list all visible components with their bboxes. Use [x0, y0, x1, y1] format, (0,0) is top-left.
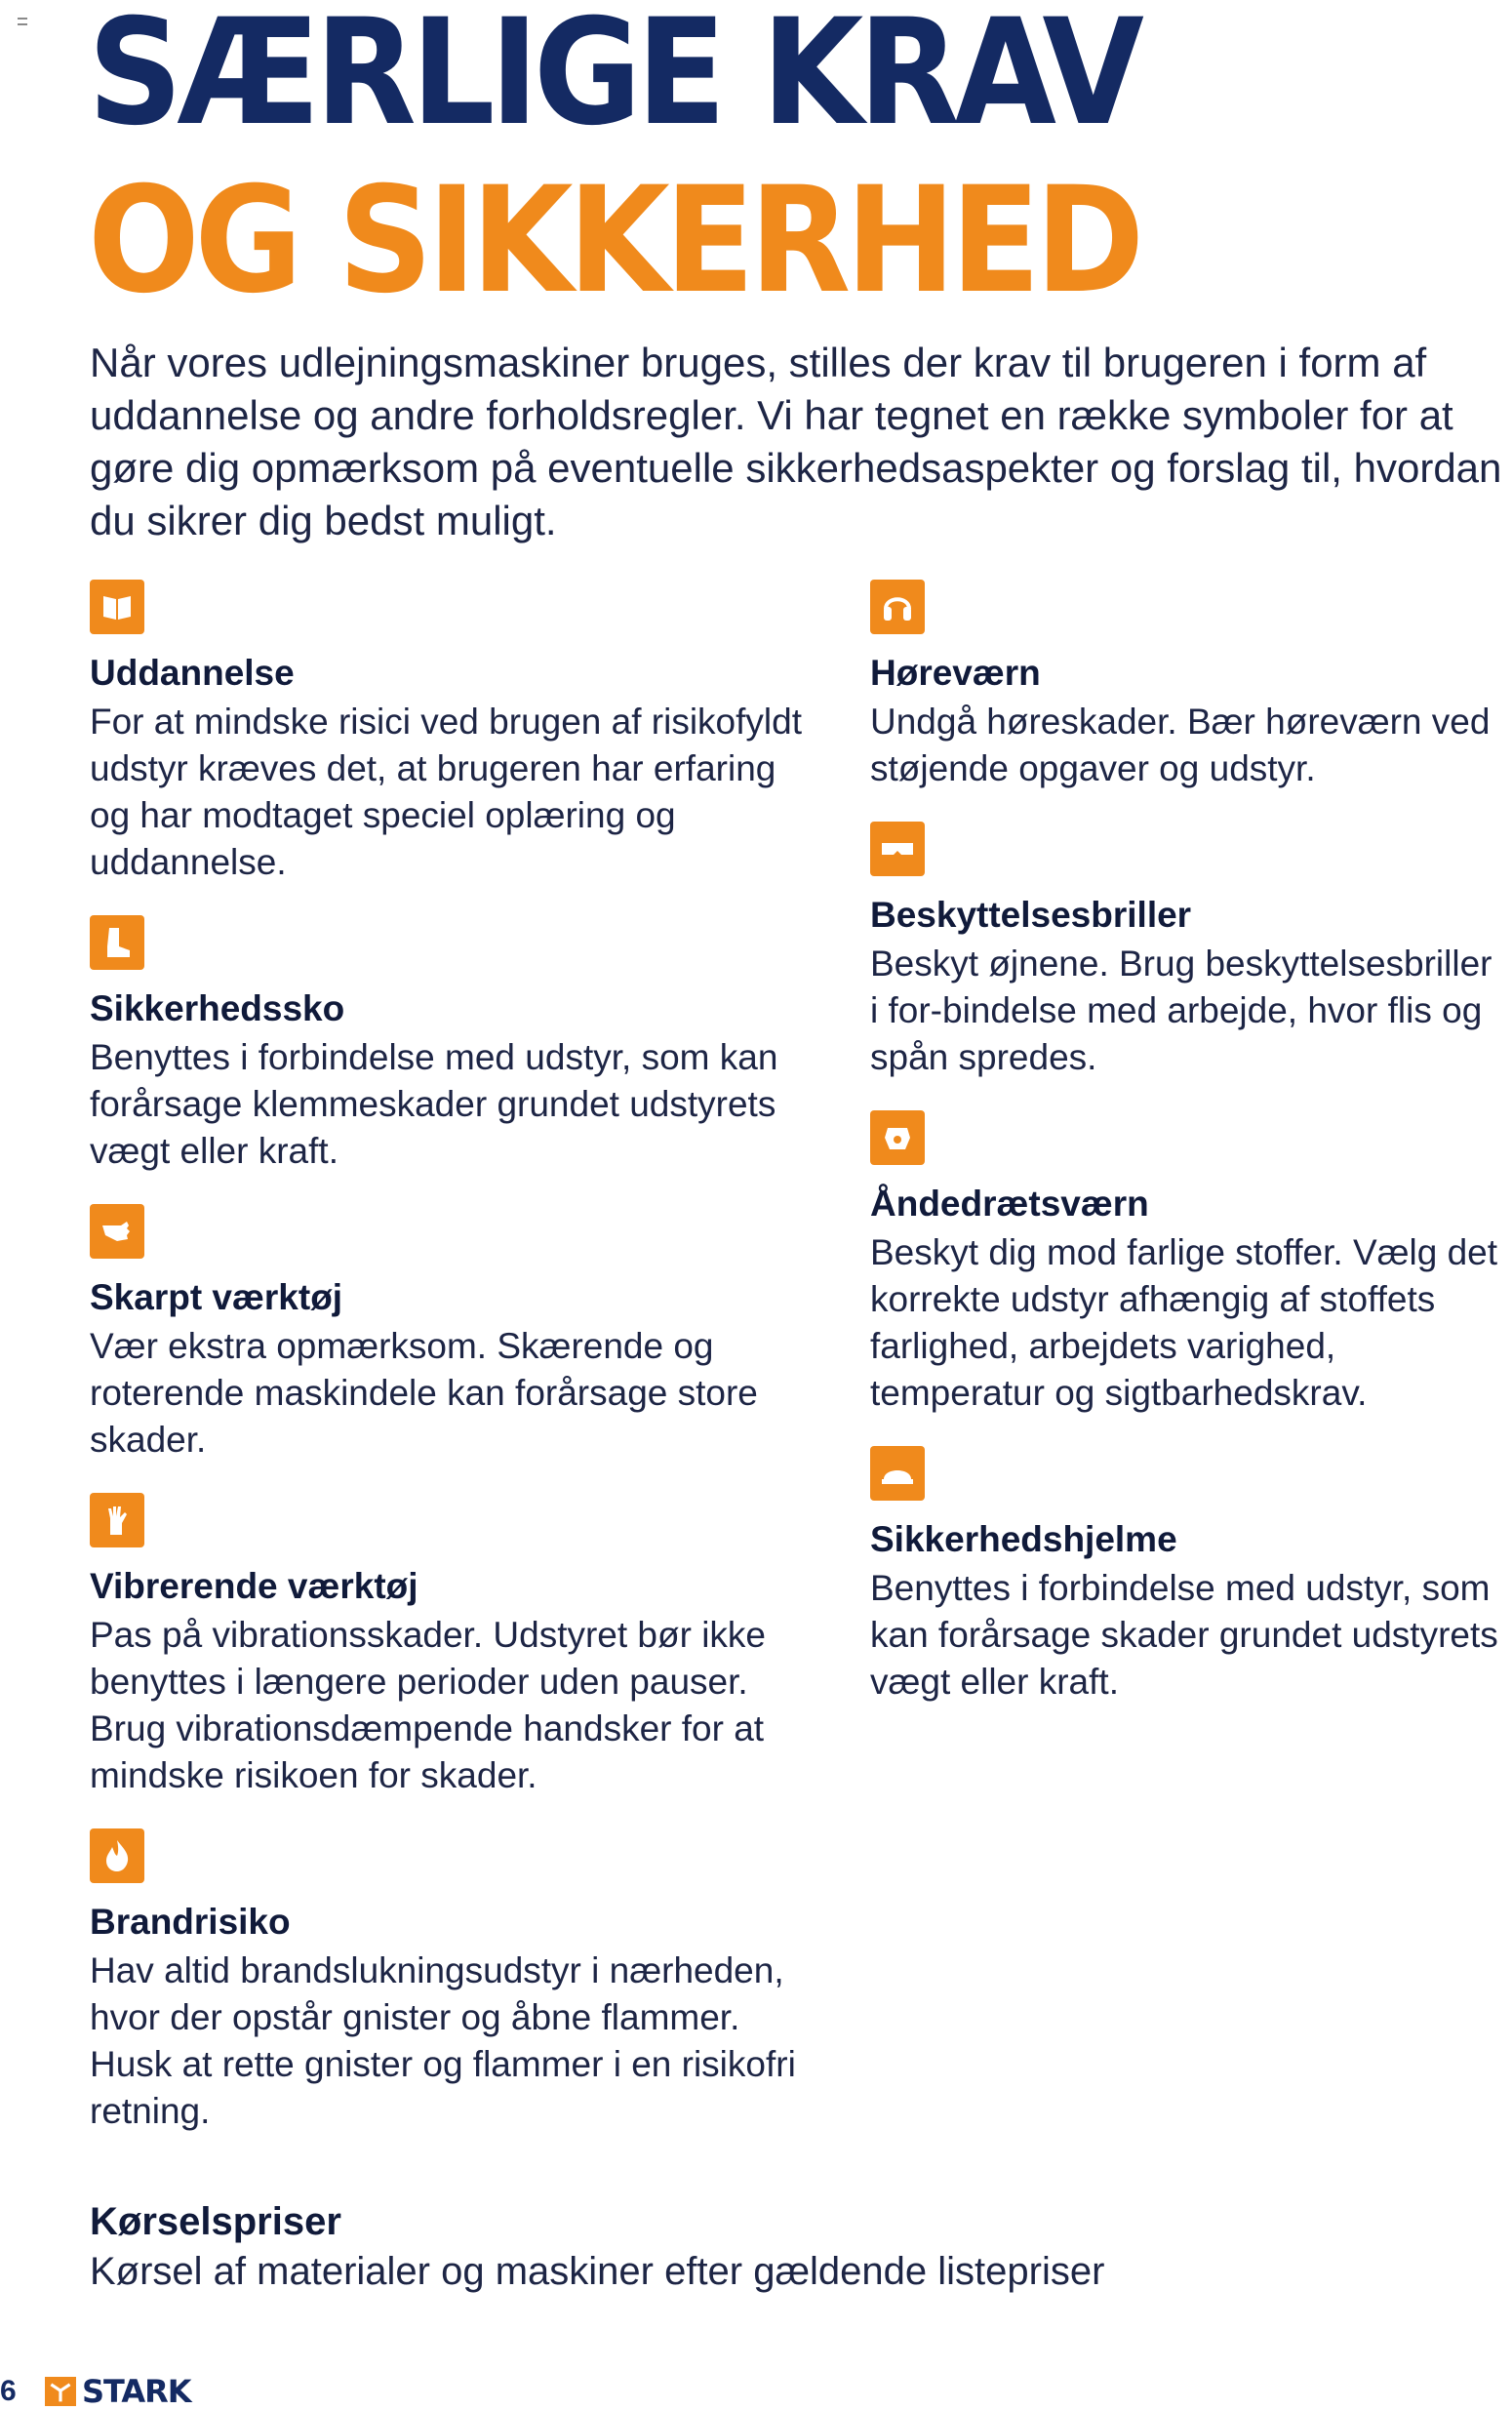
item-text: Beskyt dig mod farlige stoffer. Vælg det korrekte udstyr afhængig af stoffets farlighed, arbejdets varighed, temperatur og sigtbarhedskrav.: [870, 1232, 1498, 1413]
item-title: Skarpt værktøj: [90, 1277, 343, 1317]
title-line-2: OG SIKKERHED: [88, 156, 1139, 326]
page-number: 6: [0, 2375, 17, 2407]
item-text: Pas på vibrationsskader. Udstyret bør ikke benyttes i længere perioder uden pauser. Brug vibrationsdæmpende handsker for at mindske risikoen for skader.: [90, 1615, 767, 1795]
footer-title: Kørselspriser: [90, 2200, 341, 2243]
left-column: [90, 580, 812, 2164]
item-title: Sikkerhedshjelme: [870, 1519, 1177, 1559]
safety-goggles-icon: [870, 822, 925, 876]
hard-hat-icon: [870, 1446, 925, 1501]
vibrating-glove-icon: [90, 1493, 144, 1547]
item-title: Sikkerhedssko: [90, 988, 345, 1028]
item-text: Beskyt øjnene. Brug beskyttelsesbriller i for-bindelse med arbejde, hvor flis og spån spredes.: [870, 944, 1492, 1077]
menu-icon[interactable]: [18, 18, 27, 25]
right-column: [870, 580, 1504, 1735]
item-hoerevaern: [870, 580, 1504, 792]
item-title: Vibrerende værktøj: [90, 1566, 418, 1606]
item-aandedraetsvaern: [870, 1110, 1504, 1417]
item-sikkerhedssko: [90, 915, 812, 1175]
item-title: Åndedrætsværn: [870, 1184, 1149, 1224]
item-title: Uddannelse: [90, 653, 295, 693]
item-text: Benyttes i forbindelse med udstyr, som kan forårsage skader grundet udstyrets vægt eller kraft.: [870, 1568, 1498, 1702]
item-text: Vær ekstra opmærksom. Skærende og roterende maskindele kan forårsage store skader.: [90, 1326, 758, 1460]
book-icon: [90, 580, 144, 634]
intro-paragraph: Når vores udlejningsmaskiner bruges, stilles der krav til brugeren i form af uddannelse og andre forholdsregler. Vi har tegnet en række symboler for at gøre dig opmærksom på eventuelle sikkerhedsaspekter og forslag til, hvordan du sikrer dig bedst muligt.: [90, 340, 1502, 543]
item-vibrerende-vaerktoej: [90, 1493, 812, 1799]
flame-icon: [90, 1828, 144, 1883]
item-skarpt-vaerktoej: [90, 1204, 812, 1464]
item-uddannelse: [90, 580, 812, 886]
item-text: Hav altid brandslukningsudstyr i nærheden, hvor der opstår gnister og åbne flammer. Husk at rette gnister og flammer i en risikofri retning.: [90, 1950, 796, 2131]
driving-prices-section: [90, 2197, 1455, 2297]
item-title: Brandrisiko: [90, 1902, 291, 1942]
item-title: Høreværn: [870, 653, 1041, 693]
item-text: Benyttes i forbindelse med udstyr, som kan forårsage klemmeskader grundet udstyrets vægt eller kraft.: [90, 1037, 778, 1171]
safety-boot-icon: [90, 915, 144, 970]
item-beskyttelsesbriller: [870, 822, 1504, 1081]
item-text: Undgå høreskader. Bær høreværn ved støjende opgaver og udstyr.: [870, 702, 1491, 788]
item-brandrisiko: [90, 1828, 812, 2135]
footer-text: Kørsel af materialer og maskiner efter gældende listepriser: [90, 2250, 1105, 2293]
respirator-icon: [870, 1110, 925, 1165]
title-line-1: SÆRLIGE KRAV: [88, 0, 1139, 158]
logo-text: STARK: [82, 2373, 191, 2410]
ear-protection-icon: [870, 580, 925, 634]
item-text: For at mindske risici ved brugen af risikofyldt udstyr kræves det, at brugeren har erfaring og har modtaget speciel oplæring og uddannelse.: [90, 702, 802, 882]
item-title: Beskyttelsesbriller: [870, 895, 1192, 935]
stark-logo-icon: [45, 2377, 76, 2406]
cut-hand-icon: [90, 1204, 144, 1259]
stark-logo: [45, 2373, 191, 2410]
item-sikkerhedshjelme: [870, 1446, 1504, 1706]
